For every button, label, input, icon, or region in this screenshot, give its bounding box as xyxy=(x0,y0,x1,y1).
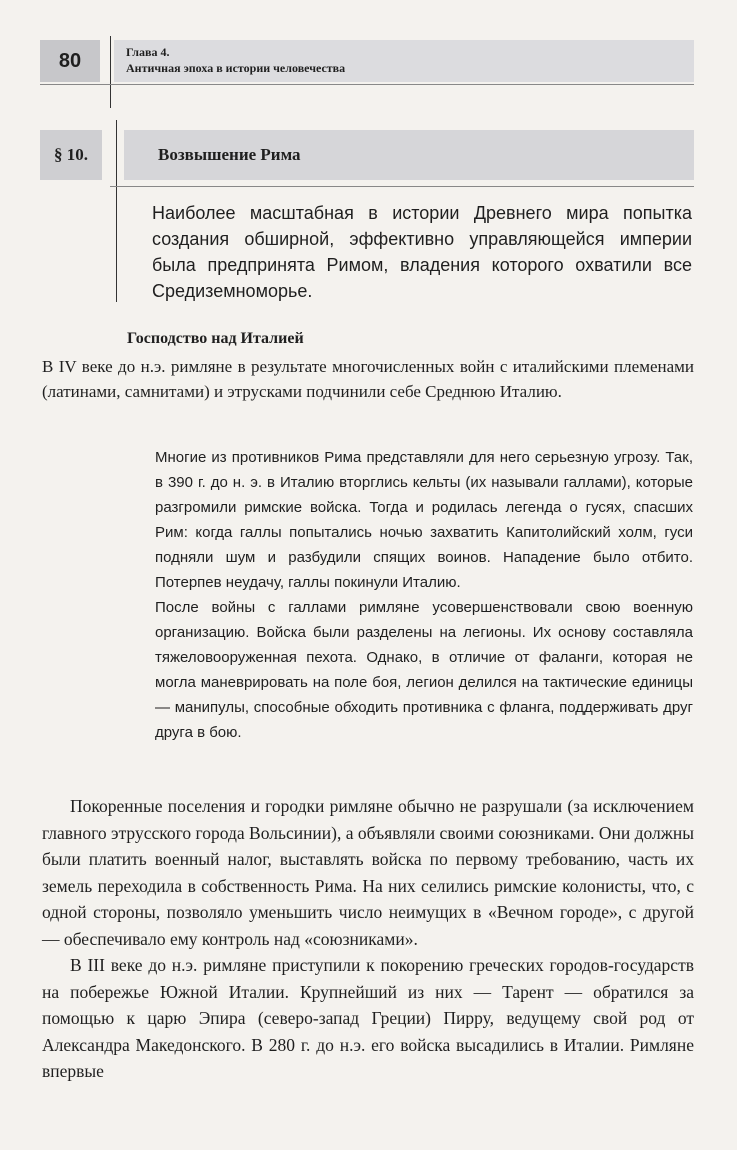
subheading: Господство над Италией xyxy=(127,330,304,347)
section-divider xyxy=(116,120,117,302)
paragraph: Покоренные поселения и городки римляне обычно не разрушали (за исключением главного этрусского города Вольсинии), а объявляли своими союзниками. Они должны были платить военный налог, выставлять войска по первому требованию, часть их земель переходила в собственность Рима. На них селились римские колонисты, что, с одной стороны, позволяло уменьшить число неимущих в «Вечном городе», с другой — обеспечивало ему контроль над «союзниками». xyxy=(42,796,694,949)
chapter-label: Глава 4. xyxy=(126,45,170,59)
section-number: § 10. xyxy=(40,130,102,180)
paragraph: В IV веке до н.э. римляне в результате многочисленных войн с италийскими племенами (латинами, самнитами) и этрусками подчинили себе Среднюю Италию. xyxy=(42,357,694,401)
page-number: 80 xyxy=(40,40,100,82)
aside-paragraph: После войны с галлами римляне усовершенствовали свою военную организацию. Войска были разделены на легионы. Их основу составляла тяжеловооруженная пехота. Однако, в отличие от фаланги, которая не могла маневрировать на поле боя, легион делился на тактические единицы — манипулы, способные обходить противника с фланга, поддерживать друг друга в бою. xyxy=(155,599,693,741)
intro-paragraph: Наиболее масштабная в истории Древнего мира попытка создания обширной, эффективно управляющейся империи была предпринята Римом, владения которого охватили все Средиземноморье. xyxy=(152,203,692,301)
section-rule xyxy=(110,186,694,187)
section-title xyxy=(124,130,694,180)
section-title-text: Возвышение Рима xyxy=(158,145,301,164)
running-header xyxy=(114,40,694,82)
paragraph: В III веке до н.э. римляне приступили к покорению греческих городов-государств на побережье Южной Италии. Крупнейший из них — Тарент — обратился за помощью к царю Эпира (северо-запад Греции) Пирру, ведущему свой род от Александра Македонского. В 280 г. до н.э. его войска высадились в Италии. Римляне впервые xyxy=(42,955,694,1081)
chapter-title: Античная эпоха в истории человечества xyxy=(126,61,346,75)
header-rule xyxy=(40,84,694,85)
aside-paragraph: Многие из противников Рима представляли для него серьезную угрозу. Так, в 390 г. до н. э. в Италию вторглись кельты (их называли галлами), которые разгромили римские войска. Тогда и родилась легенда о гусях, спасших Рим: когда галлы попытались ночью захватить Капитолийский холм, гуси подняли шум и разбудили спящих воинов. Нападение было отбито. Потерпев неудачу, галлы покинули Италию. xyxy=(155,449,693,591)
main-text xyxy=(42,793,694,1085)
header-divider xyxy=(110,36,111,108)
aside-block xyxy=(155,445,693,745)
